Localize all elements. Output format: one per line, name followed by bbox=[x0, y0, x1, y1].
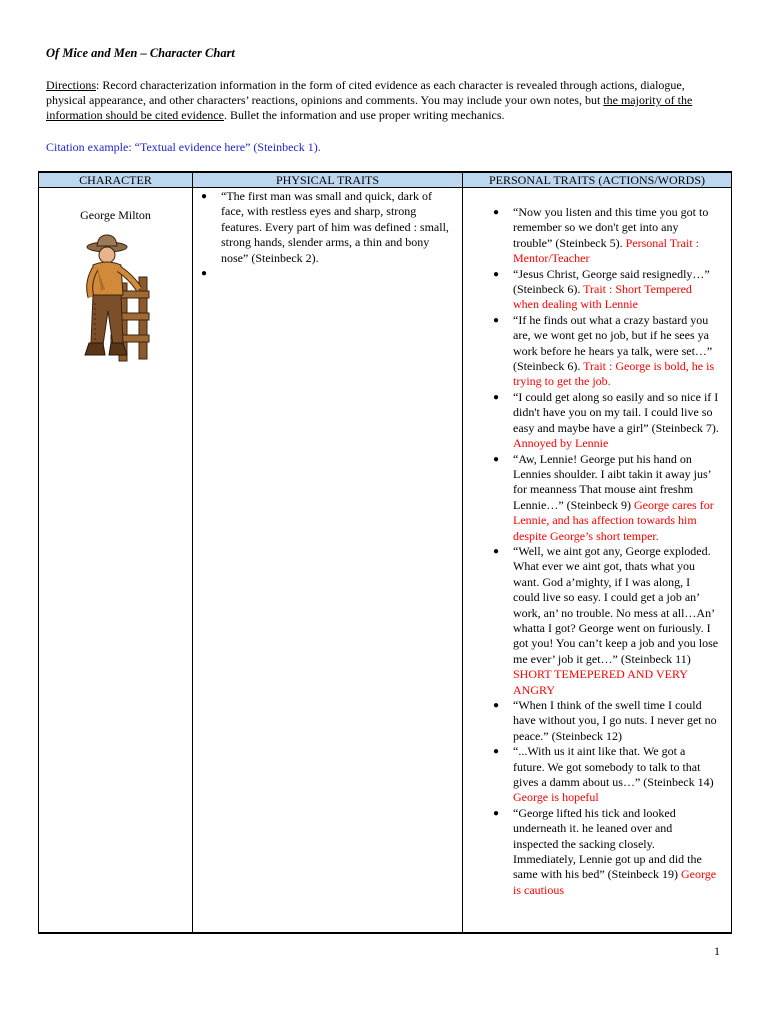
trait-note: Trait : Short Tempered when dealing with Lennie bbox=[513, 282, 692, 312]
trait-note: Annoyed by Lennie bbox=[513, 436, 609, 451]
directions-underlined-text: the majority of the information should be cited evidence bbox=[46, 93, 693, 122]
citation-example: Citation example: “Textual evidence here” (Steinbeck 1). bbox=[46, 140, 321, 154]
bullet-icon: ● bbox=[493, 746, 500, 758]
cowboy-clipart-icon bbox=[81, 233, 151, 365]
bullet-icon: ● bbox=[493, 453, 500, 465]
trait-note: Trait : George is bold, he is trying to get the job. bbox=[513, 359, 715, 389]
list-item bbox=[485, 744, 731, 806]
directions-text-2: . Bullet the information and use proper writing mechanics. bbox=[223, 108, 505, 122]
trait-quote: “Jesus Christ, George said resignedly…” (Steinbeck 6). bbox=[513, 266, 710, 297]
bullet-icon: ● bbox=[493, 545, 500, 557]
trait-quote: “When I think of the swell time I could have without you, I go nuts. I never get no peace.” (Steinbeck 12) bbox=[513, 698, 717, 743]
trait-note: George is hopeful bbox=[513, 790, 599, 805]
trait-note: Personal Trait : Mentor/Teacher bbox=[513, 235, 699, 266]
trait-note: George cares for Lennie, and has affection towards him despite George’s short temper. bbox=[513, 497, 714, 543]
list-item bbox=[485, 390, 731, 452]
bullet-icon: ● bbox=[201, 268, 208, 280]
trait-quote: “I could get along so easily and so nice if I didn't have you on my tail. I could live so easy and maybe have a girl” (Steinbeck 7). bbox=[513, 389, 719, 435]
trait-quote: “Aw, Lennie! George put his hand on Lennies shoulder. I aibt takin it away jus’ for meanness That mouse aint freshm Lennie…” (Steinbeck 9) bbox=[513, 451, 711, 512]
bullet-icon: ● bbox=[201, 191, 208, 202]
list-item bbox=[485, 452, 731, 544]
document-title: Of Mice and Men – Character Chart bbox=[46, 46, 235, 60]
physical-traits-cell bbox=[193, 188, 463, 934]
character-cell bbox=[39, 188, 193, 934]
list-item bbox=[485, 205, 731, 267]
directions-paragraph bbox=[46, 78, 726, 123]
character-name: George Milton bbox=[80, 208, 151, 222]
list-item bbox=[485, 698, 731, 744]
header-physical-traits: PHYSICAL TRAITS bbox=[193, 172, 463, 188]
directions-text-1: : Record characterization information in the form of cited evidence as each character is revealed through actions, dialogue, physical appearance, and other characters’ reactions, opinions and comments. You may include your own notes, but bbox=[46, 78, 685, 107]
list-item bbox=[485, 806, 731, 898]
trait-quote: “If he finds out what a crazy bastard you are, we wont get no job, but if he sees ya work before he hears ya talk, were set…” (Steinbeck 6). bbox=[513, 312, 713, 374]
page-number: 1 bbox=[714, 944, 720, 958]
bullet-icon: ● bbox=[493, 268, 500, 280]
trait-note: SHORT TEMEPERED AND VERY ANGRY bbox=[513, 667, 688, 697]
trait-note: George is cautious bbox=[513, 867, 717, 897]
list-item bbox=[485, 544, 731, 698]
directions-label: Directions bbox=[46, 78, 96, 92]
list-item bbox=[485, 267, 731, 313]
bullet-icon: ● bbox=[493, 391, 500, 403]
trait-quote: “Well, we aint got any, George exploded. What ever we aint got, thats what you want. God a’mighty, if I was along, I could live so easy. I could get a job an’ work, an’ no trouble. No mess at all…An’ whatta I got? George went on furiously. I got you! You can’t keep a job and you lose me ever’ job it get…” (Steinbeck 11) bbox=[513, 543, 719, 666]
list-item bbox=[193, 189, 462, 266]
header-character: CHARACTER bbox=[39, 172, 193, 188]
physical-traits-list bbox=[193, 189, 462, 280]
list-item bbox=[485, 313, 731, 390]
bullet-icon: ● bbox=[493, 314, 500, 326]
character-chart-table bbox=[38, 171, 732, 934]
physical-trait-text: “The first man was small and quick, dark of face, with restless eyes and sharp, strong features. Every part of him was defined : small, strong hands, slender arms, a thin and bony nose” (Steinbeck 2). bbox=[221, 189, 449, 265]
personal-traits-list bbox=[463, 205, 731, 898]
trait-quote: “...With us it aint like that. We got a future. We got somebody to talk to that gives a damm about us…” (Steinbeck 14) bbox=[513, 744, 714, 790]
bullet-icon: ● bbox=[493, 700, 500, 711]
header-personal-traits: PERSONAL TRAITS (ACTIONS/WORDS) bbox=[463, 172, 732, 188]
bullet-icon: ● bbox=[493, 807, 500, 819]
bullet-icon: ● bbox=[493, 207, 500, 218]
table-header-row bbox=[39, 172, 732, 188]
trait-quote: “Now you listen and this time you got to remember so we don't get into any trouble” (Steinbeck 5). bbox=[513, 205, 709, 250]
trait-quote: “George lifted his tick and looked underneath it. he leaned over and inspected the sacking closely. Immediately, Lennie got up and did the same with his bed” (Steinbeck 19) bbox=[513, 805, 702, 882]
table-row bbox=[39, 188, 732, 934]
personal-traits-cell bbox=[463, 188, 732, 934]
